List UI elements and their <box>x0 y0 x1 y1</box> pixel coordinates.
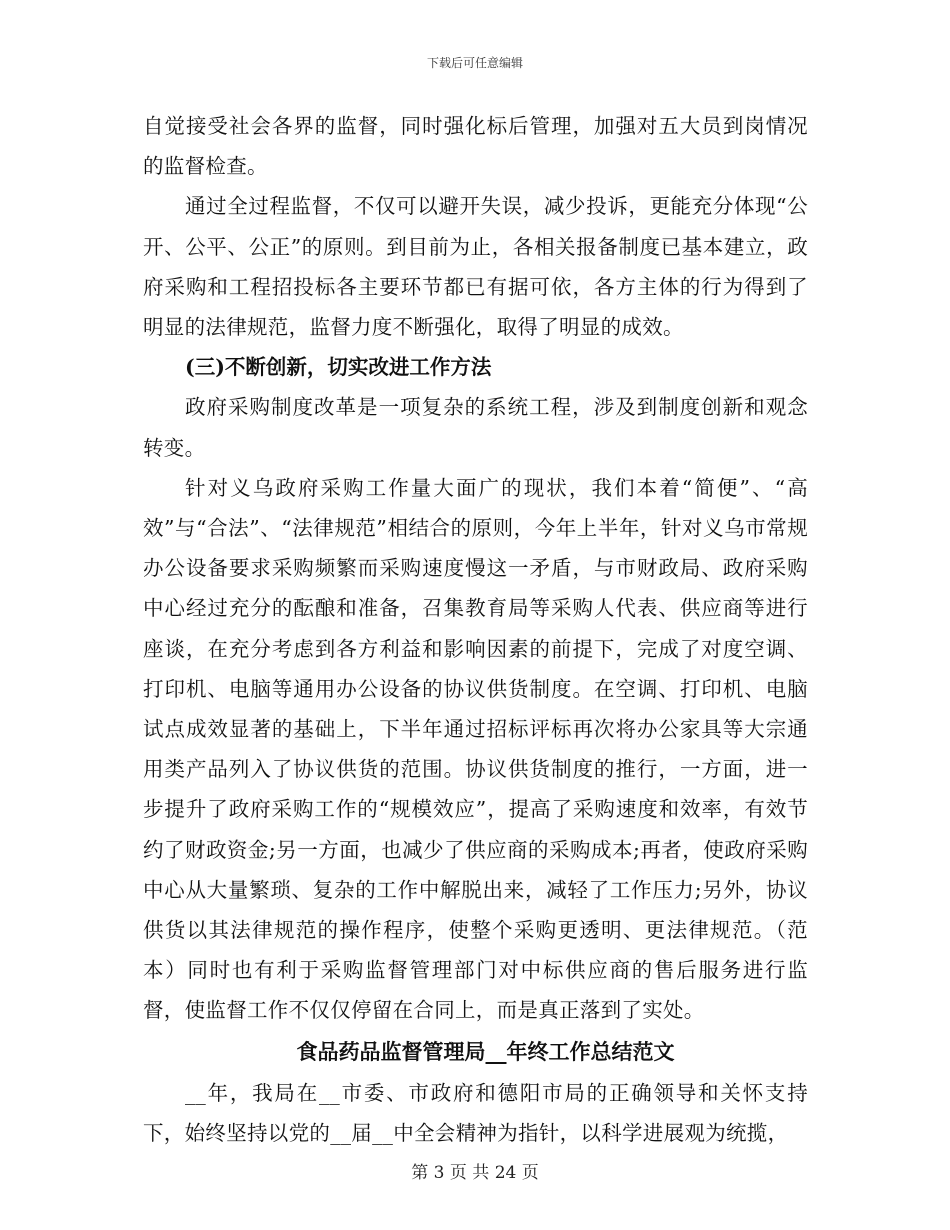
page-header: 下载后可任意编辑 <box>426 56 523 70</box>
paragraph-2: 通过全过程监督，不仅可以避开失误，减少投诉，更能充分体现“公开、公平、公正”的原则。到目前为止，各相关报备制度已基本建立，政府采购和工程招投标各主要环节都已有据可依，各方主体的行为得到了明显的法律规范，监督力度不断强化，取得了明显的成效。 <box>143 194 808 340</box>
section-heading: (三)不断创新，切实改进工作方法 <box>185 355 492 380</box>
page-footer: 第 3 页 共 24 页 <box>411 1163 539 1183</box>
paragraph-3: 政府采购制度改革是一项复杂的系统工程，涉及到制度创新和观念转变。 <box>143 395 808 460</box>
paragraph-5: __年，我局在__市委、市政府和德阳市局的正确领导和关怀支持下，始终坚持以党的__届__中全会精神为指针，以科学进展观为统揽， <box>143 1080 808 1145</box>
paragraph-1: 自觉接受社会各界的监督，同时强化标后管理，加强对五大员到岗情况的监督检查。 <box>143 114 808 179</box>
paragraph-4: 针对义乌政府采购工作量大面广的现状，我们本着“简便”、“高效”与“合法”、“法律规范”相结合的原则，今年上半年，针对义乌市常规办公设备要求采购频繁而采购速度慢这一矛盾，与市财政局、政府采购中心经过充分的酝酿和准备，召集教育局等采购人代表、供应商等进行座谈，在充分考虑到各方利益和影响因素的前提下，完成了对度空调、打印机、电脑等通用办公设备的协议供货制度。在空调、打印机、电脑试点成效显著的基础上，下半年通过招标评标再次将办公家具等大宗通用类产品列入了协议供货的范围。协议供货制度的推行，一方面，进一步提升了政府采购工作的“规模效应”，提高了采购速度和效率，有效节约了财政资金;另一方面，也减少了供应商的采购成本;再者，使政府采购中心从大量繁琐、复杂的工作中解脱出来，减轻了工作压力;另外，协议供货以其法律规范的操作程序，使整个采购更透明、更法律规范。（范本）同时也有利于采购监督管理部门对中标供应商的售后服务进行监督，使监督工作不仅仅停留在合同上，而是真正落到了实处。 <box>143 475 808 1023</box>
document-body <box>143 106 808 1153</box>
document-title: 食品药品监督管理局__年终工作总结范文 <box>296 1038 675 1064</box>
